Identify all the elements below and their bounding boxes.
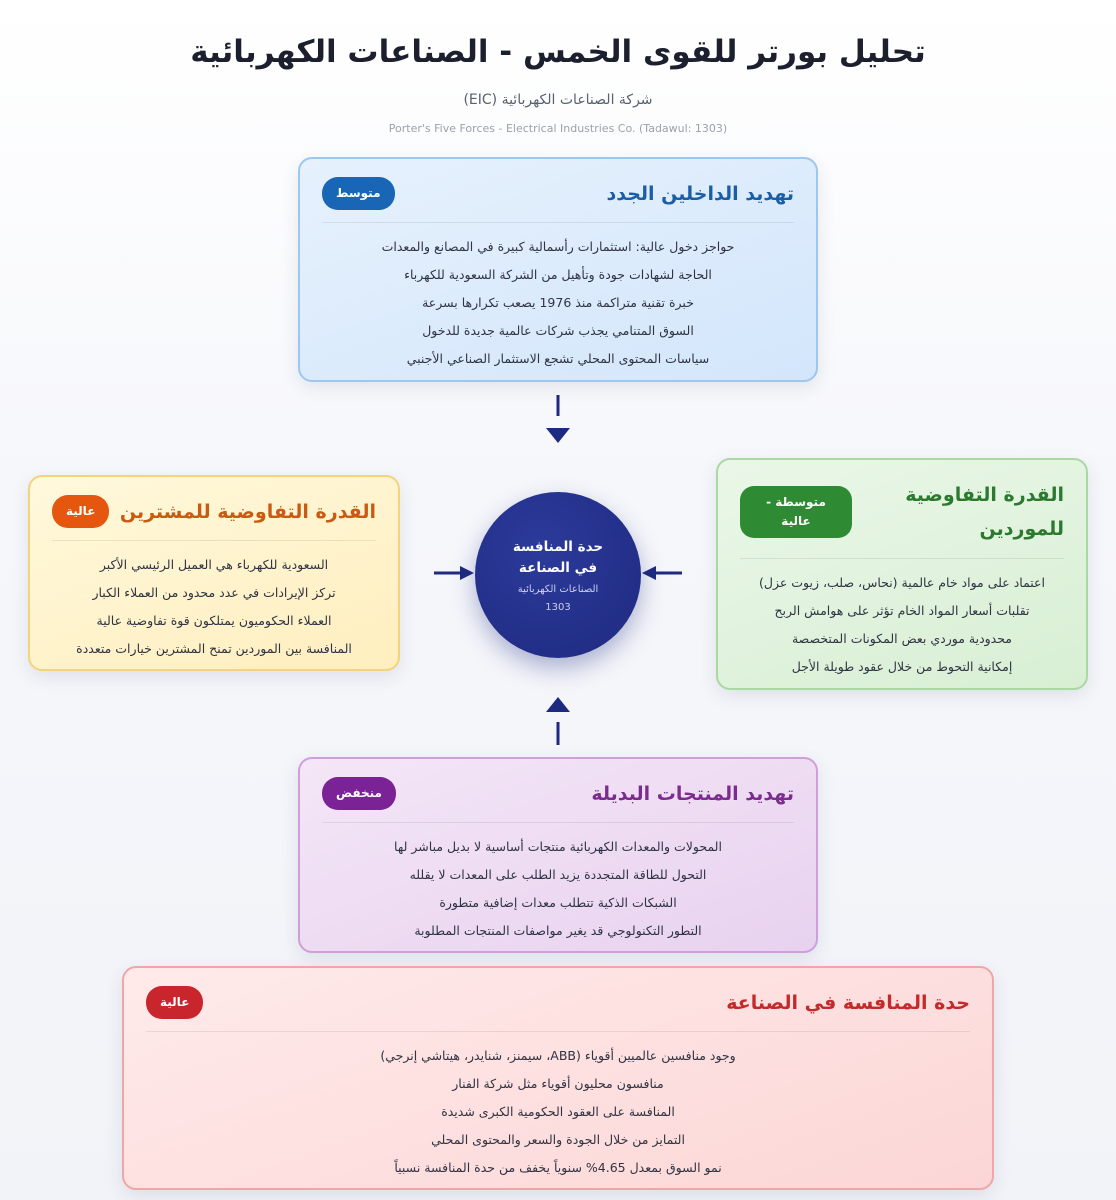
list-item: خبرة تقنية متراكمة منذ 1976 يصعب تكرارها بسرعة — [422, 295, 694, 311]
center-rivalry-circle — [475, 492, 641, 658]
card-suppliers — [716, 458, 1088, 690]
list-item: إمكانية التحوط من خلال عقود طويلة الأجل — [791, 659, 1013, 674]
english-subtitle: Porter's Five Forces - Electrical Industries Co. (Tadawul: 1303) — [388, 122, 728, 135]
list-item: المنافسة على العقود الحكومية الكبرى شديدة — [441, 1104, 675, 1120]
rivalry-badge: عالية — [146, 986, 203, 1019]
page-title: تحليل بورتر للقوى الخمس - الصناعات الكهربائية — [190, 34, 926, 70]
list-item: الشبكات الذكية تتطلب معدات إضافية متطورة — [439, 895, 677, 911]
list-item: منافسون محليون أقوياء مثل شركة الفنار — [452, 1076, 664, 1092]
arrow-top-head — [546, 428, 570, 443]
list-item: السعودية للكهرباء هي العميل الرئيسي الأكبر — [99, 557, 329, 573]
list-item: الحاجة لشهادات جودة وتأهيل من الشركة السعودية للكهرباء — [404, 267, 712, 283]
buyers-title: القدرة التفاوضية للمشترين — [119, 500, 376, 523]
substitutes-list — [322, 833, 794, 945]
card-buyers — [28, 475, 400, 671]
suppliers-badge: متوسطة - عالية — [740, 486, 852, 538]
new-entrants-title: تهديد الداخلين الجدد — [606, 182, 794, 205]
list-item: حواجز دخول عالية: استثمارات رأسمالية كبيرة في المصانع والمعدات — [381, 239, 735, 255]
arrow-bottom-head — [546, 697, 570, 712]
suppliers-title: القدرة التفاوضية للموردين — [905, 484, 1064, 540]
list-item: اعتماد على مواد خام عالمية (نحاس، صلب، زيوت عزل) — [759, 575, 1045, 590]
list-item: التحول للطاقة المتجددة يزيد الطلب على المعدات لا يقلله — [409, 867, 707, 883]
suppliers-list — [740, 569, 1064, 681]
arrow-right-head — [642, 566, 656, 580]
list-item: تقلبات أسعار المواد الخام تؤثر على هوامش الربح — [774, 603, 1030, 618]
list-item: التمايز من خلال الجودة والسعر والمحتوى المحلي — [431, 1132, 685, 1148]
center-company: الصناعات الكهربائية — [517, 584, 599, 595]
buyers-list — [52, 551, 376, 663]
card-new-entrants — [298, 157, 818, 382]
list-item: المنافسة بين الموردين تمنح المشترين خيارات متعددة — [76, 641, 352, 657]
list-item: نمو السوق بمعدل 4.65% سنوياً يخفف من حدة المنافسة نسبياً — [394, 1160, 722, 1176]
rivalry-title: حدة المنافسة في الصناعة — [726, 991, 970, 1014]
new-entrants-badge: متوسط — [322, 177, 395, 210]
arrow-left-head — [460, 566, 474, 580]
new-entrants-list — [322, 233, 794, 373]
list-item: السوق المتنامي يجذب شركات عالمية جديدة للدخول — [422, 323, 694, 339]
substitutes-title: تهديد المنتجات البديلة — [591, 782, 794, 805]
card-substitutes — [298, 757, 818, 953]
list-item: وجود منافسين عالميين أقوياء (ABB، سيمنز، شنايدر، هيتاشي إنرجي) — [380, 1048, 736, 1064]
page-subtitle: شركة الصناعات الكهربائية (EIC) — [463, 92, 653, 108]
buyers-badge: عالية — [52, 495, 109, 528]
substitutes-badge: منخفض — [322, 777, 396, 810]
rivalry-list — [146, 1042, 970, 1182]
center-title: حدة المنافسة في الصناعة — [512, 539, 604, 576]
list-item: العملاء الحكوميون يمتلكون قوة تفاوضية عالية — [96, 613, 332, 629]
list-item: سياسات المحتوى المحلي تشجع الاستثمار الصناعي الأجنبي — [406, 351, 710, 367]
list-item: تركز الإيرادات في عدد محدود من العملاء الكبار — [92, 585, 336, 601]
card-rivalry — [122, 966, 994, 1190]
list-item: محدودية موردي بعض المكونات المتخصصة — [791, 631, 1013, 646]
center-ticker: 1303 — [545, 602, 571, 613]
list-item: المحولات والمعدات الكهربائية منتجات أساسية لا بديل مباشر لها — [394, 839, 722, 855]
list-item: التطور التكنولوجي قد يغير مواصفات المنتجات المطلوبة — [414, 923, 702, 939]
